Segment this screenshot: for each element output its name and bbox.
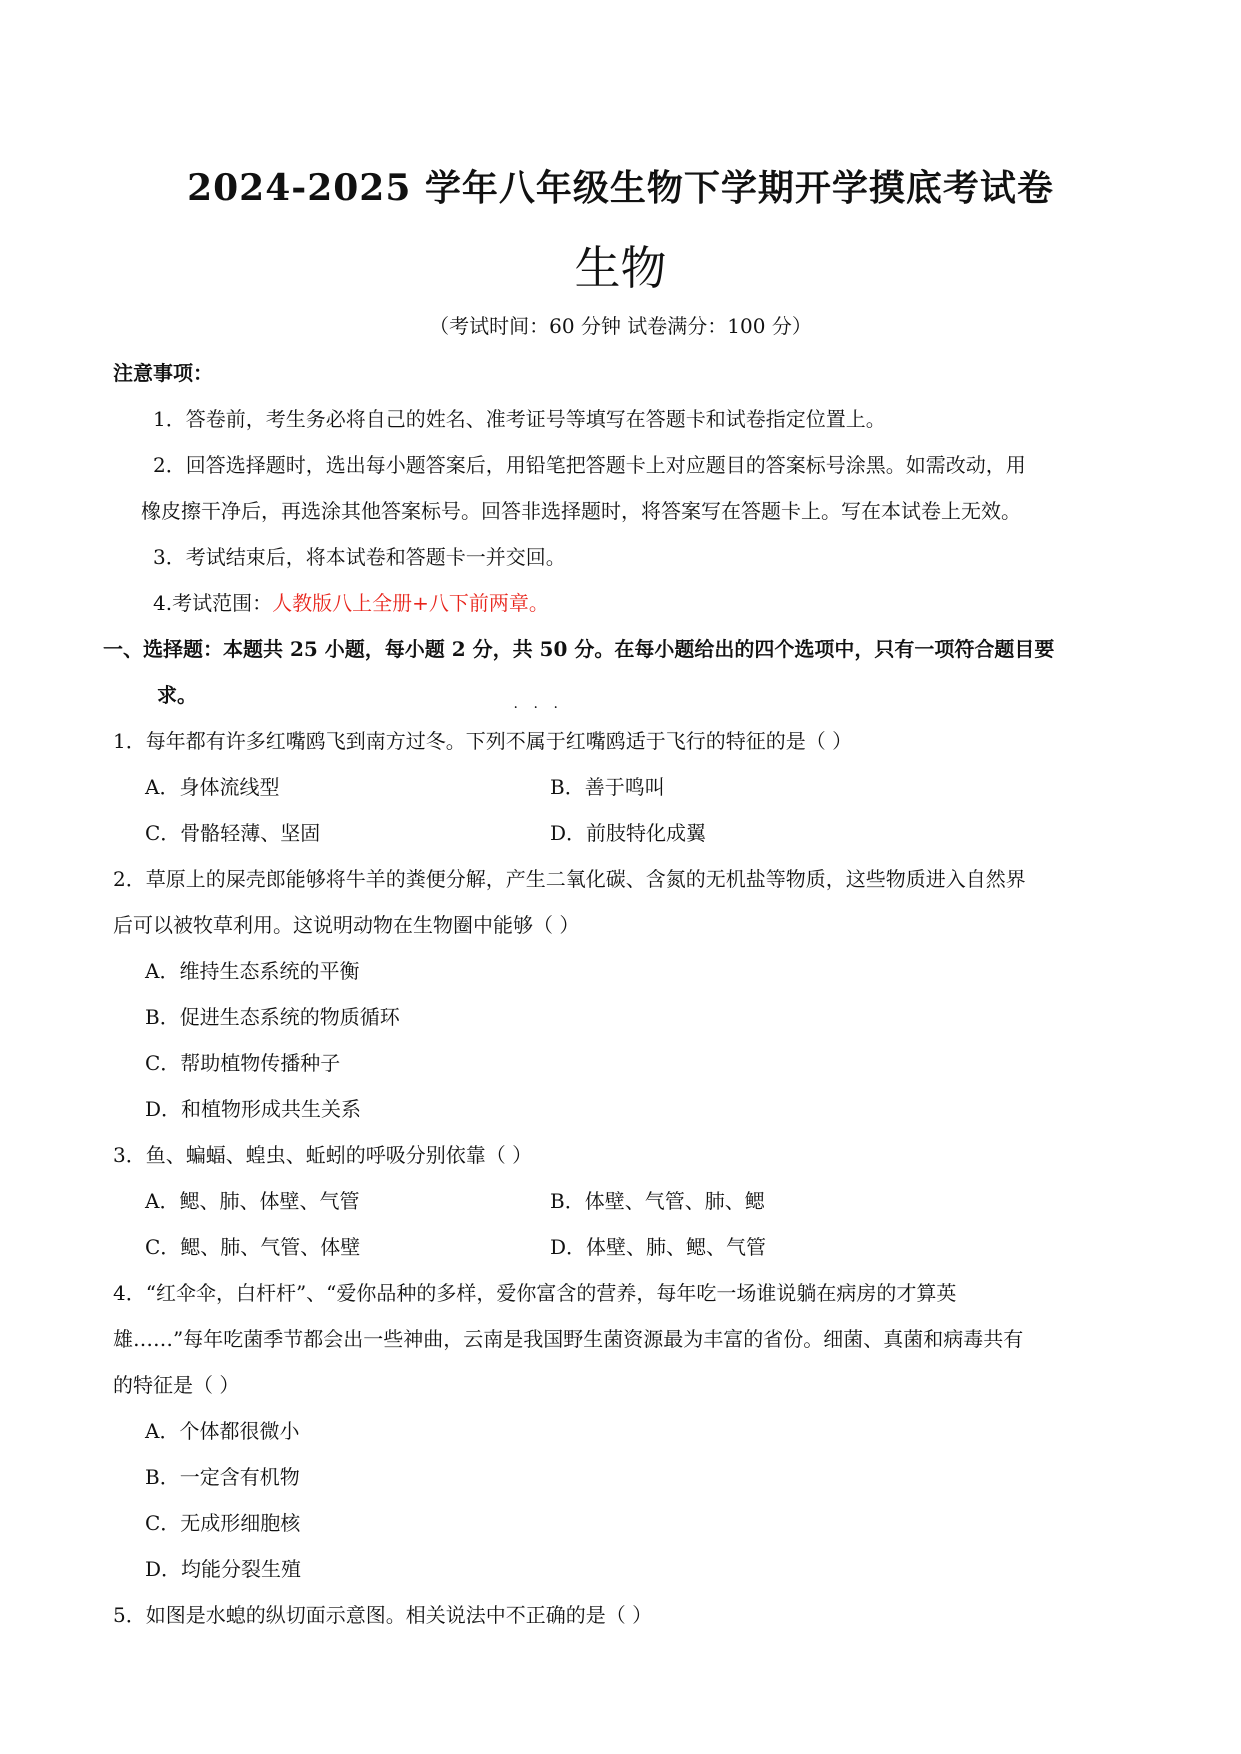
question-1-option-c: C．骨骼轻薄、坚固 bbox=[145, 821, 321, 845]
exam-content bbox=[103, 350, 1133, 1638]
notice-title: 注意事项： bbox=[113, 361, 213, 385]
notice-item-3: 3．考试结束后，将本试卷和答题卡一并交回。 bbox=[153, 545, 566, 569]
section-1-heading: 一、选择题：本题共 25 小题，每小题 2 分，共 50 分。在每小题给出的四个选项中，只有一项符合题目要 bbox=[103, 637, 1055, 661]
question-1-stem bbox=[113, 700, 1133, 764]
emphasis-text bbox=[505, 700, 566, 764]
question-4-option-b: B．一定含有机物 bbox=[145, 1465, 300, 1489]
question-3-option-c: C．鳃、肺、气管、体壁 bbox=[145, 1235, 361, 1259]
question-3-options-row-1 bbox=[113, 1178, 1133, 1224]
question-2-option-c: C．帮助植物传播种子 bbox=[145, 1051, 341, 1075]
question-4-option-d: D．均能分裂生殖 bbox=[145, 1557, 302, 1581]
question-1-stem-emph: 不属于 bbox=[505, 729, 566, 753]
question-2-option-b: B．促进生态系统的物质循环 bbox=[145, 1005, 400, 1029]
scope-label: 4.考试范围： bbox=[153, 591, 273, 615]
question-3-options-row-2 bbox=[113, 1224, 1133, 1270]
exam-title: 2024-2025 学年八年级生物下学期开学摸底考试卷 bbox=[187, 167, 1054, 209]
question-3-option-d: D．体壁、肺、鳃、气管 bbox=[550, 1235, 767, 1259]
question-4-stem-line-1: 4．“红伞伞，白杆杆”、“爱你品种的多样，爱你富含的营养，每年吃一场谁说躺在病房的才算英 bbox=[113, 1281, 957, 1305]
question-1-option-b: B．善于鸣叫 bbox=[550, 775, 665, 799]
question-2-stem-line-1: 2．草原上的屎壳郎能够将牛羊的粪便分解，产生二氧化碳、含氮的无机盐等物质，这些物质进入自然界 bbox=[113, 867, 1026, 891]
section-1-heading-cont: 求。 bbox=[157, 683, 197, 707]
question-1-options-row-2 bbox=[113, 810, 1133, 856]
notice-item-2-cont: 橡皮擦干净后，再选涂其他答案标号。回答非选择题时，将答案写在答题卡上。写在本试卷上无效。 bbox=[141, 499, 1021, 523]
question-3-stem: 3．鱼、蝙蝠、蝗虫、蚯蚓的呼吸分别依靠（ ） bbox=[113, 1143, 533, 1167]
notice-item-1: 1．答卷前，考生务必将自己的姓名、准考证号等填写在答题卡和试卷指定位置上。 bbox=[153, 407, 886, 431]
question-2-option-d: D．和植物形成共生关系 bbox=[145, 1097, 362, 1121]
question-1-options-row-1 bbox=[113, 764, 1133, 810]
question-4-stem-line-3: 的特征是（ ） bbox=[113, 1373, 240, 1397]
question-4-option-a: A．个体都很微小 bbox=[145, 1419, 300, 1443]
question-3-option-b: B．体壁、气管、肺、鳃 bbox=[550, 1189, 765, 1213]
scope-value: 人教版八上全册+八下前两章。 bbox=[272, 591, 549, 615]
question-1-option-d: D．前肢特化成翼 bbox=[550, 821, 707, 845]
question-4-stem-line-2: 雄……”每年吃菌季节都会出一些神曲，云南是我国野生菌资源最为丰富的省份。细菌、真菌和病毒共有 bbox=[113, 1327, 1024, 1351]
question-3-option-a: A．鳃、肺、体壁、气管 bbox=[145, 1189, 360, 1213]
question-1-stem-before: 1．每年都有许多红嘴鸥飞到南方过冬。下列 bbox=[113, 729, 506, 753]
emphasis-dots: · · · bbox=[513, 700, 558, 716]
question-1-option-a: A．身体流线型 bbox=[145, 775, 280, 799]
question-2-stem-line-2: 后可以被牧草利用。这说明动物在生物圈中能够（ ） bbox=[113, 913, 580, 937]
question-5-stem: 5．如图是水螅的纵切面示意图。相关说法中不正确的是（ ） bbox=[113, 1603, 653, 1627]
question-1-stem-after: 红嘴鸥适于飞行的特征的是（ ） bbox=[565, 729, 853, 753]
exam-info: （考试时间：60 分钟 试卷满分：100 分） bbox=[429, 314, 812, 338]
notice-item-4 bbox=[113, 580, 1133, 626]
subject-title: 生物 bbox=[574, 241, 667, 295]
notice-item-2: 2．回答选择题时，选出每小题答案后，用铅笔把答题卡上对应题目的答案标号涂黑。如需改动，用 bbox=[153, 453, 1026, 477]
question-2-option-a: A．维持生态系统的平衡 bbox=[145, 959, 360, 983]
question-4-option-c: C．无成形细胞核 bbox=[145, 1511, 301, 1535]
